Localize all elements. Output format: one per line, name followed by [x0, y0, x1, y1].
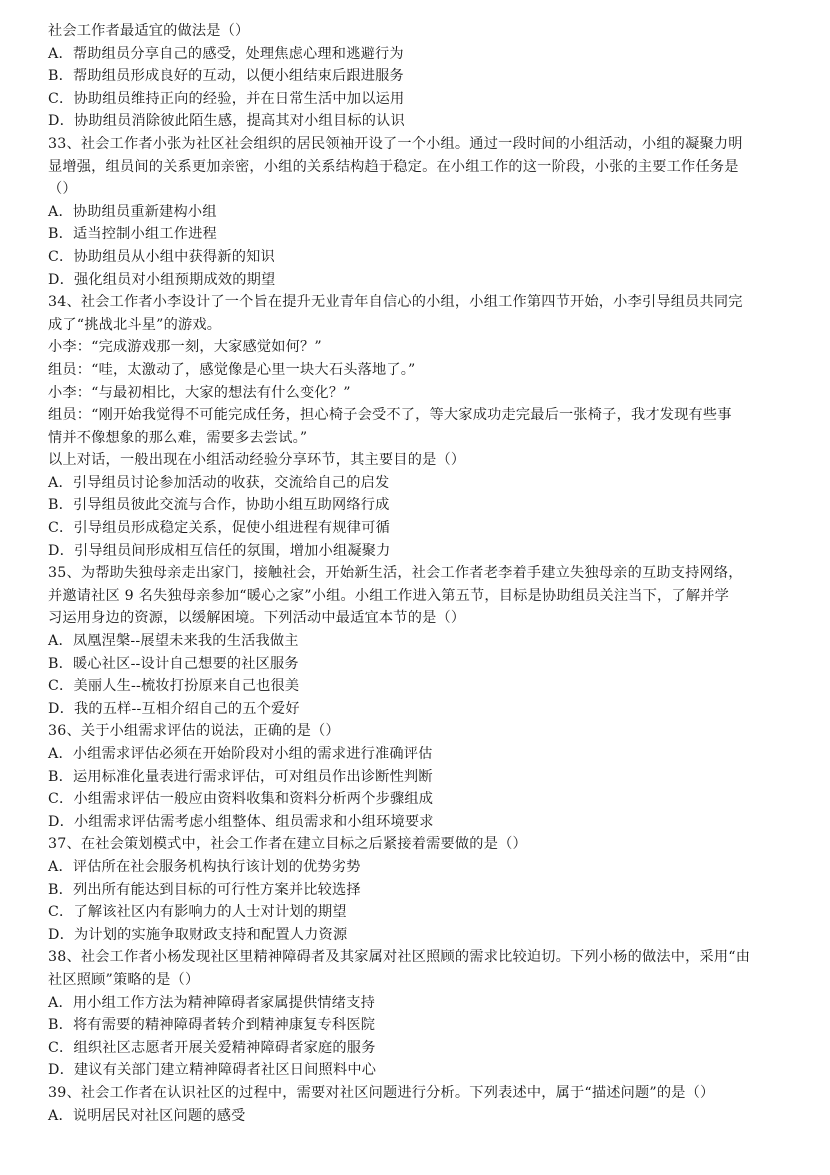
option-c: C．组织社区志愿者开展关爱精神障碍者家庭的服务 — [48, 1039, 376, 1056]
option-b: B．暖心社区--设计自己想要的社区服务 — [48, 655, 299, 672]
option-a: A．帮助组员分享自己的感受，处理焦虑心理和逃避行为 — [48, 45, 404, 62]
option-b: B．运用标准化量表进行需求评估，可对组员作出诊断性判断 — [48, 768, 433, 785]
question-37 — [48, 833, 788, 946]
option-d: D．建议有关部门建立精神障碍者社区日间照料中心 — [48, 1062, 377, 1079]
option-a: A．引导组员讨论参加活动的收获，交流给自己的启发 — [48, 474, 390, 491]
question-stem-line: 35、为帮助失独母亲走出家门，接触社会，开始新生活，社会工作者老李着手建立失独母亲的互助支持网络， — [48, 565, 743, 582]
option-a: A．评估所在社会服务机构执行该计划的优势劣势 — [48, 858, 361, 875]
option-b: B．将有需要的精神障碍者转介到精神康复专科医院 — [48, 1017, 376, 1034]
question-stem: 37、在社会策划模式中，社会工作者在建立目标之后紧接着需要做的是（） — [48, 836, 527, 853]
exam-page — [48, 20, 788, 1127]
question-stem-line: 成了“挑战北斗星”的游戏。 — [48, 316, 222, 333]
question-stem-line: （） — [48, 181, 77, 198]
option-c: C．协助组员维持正向的经验，并在日常生活中加以运用 — [48, 90, 405, 107]
option-d: D．我的五样--互相介绍自己的五个爱好 — [48, 700, 300, 717]
question-stem: 39、社会工作者在认识社区的过程中，需要对社区问题进行分析。下列表述中，属于“描述问题”的是（） — [48, 1084, 715, 1101]
option-b: B．列出所有能达到目标的可行性方案并比较选择 — [48, 881, 361, 898]
option-d: D．小组需求评估需考虑小组整体、组员需求和小组环境要求 — [48, 813, 434, 830]
option-b: B．帮助组员形成良好的互动，以便小组结束后跟进服务 — [48, 68, 404, 85]
option-d: D．强化组员对小组预期成效的期望 — [48, 271, 276, 288]
option-c: C．美丽人生--梳妆打扮原来自己也很美 — [48, 678, 300, 695]
option-b: B．引导组员彼此交流与合作，协助小组互助网络行成 — [48, 497, 390, 514]
question-prompt: 以上对话，一般出现在小组活动经验分享环节，其主要目的是（） — [48, 452, 466, 469]
option-a: A．凤凰涅槃--展望未来我的生活我做主 — [48, 633, 299, 650]
dialogue-line: 情并不像想象的那么难，需要多去尝试。” — [48, 429, 308, 446]
option-d: D．引导组员间形成相互信任的氛围，增加小组凝聚力 — [48, 542, 391, 559]
option-c: C．小组需求评估一般应由资料收集和资料分析两个步骤组成 — [48, 791, 434, 808]
question-39 — [48, 1082, 788, 1127]
option-a: A．小组需求评估必须在开始阶段对小组的需求进行准确评估 — [48, 746, 433, 762]
option-a: A．协助组员重新建构小组 — [48, 203, 217, 220]
option-d: D．协助组员消除彼此陌生感，提高其对小组目标的认识 — [48, 113, 405, 130]
question-34 — [48, 291, 788, 562]
option-d: D．为计划的实施争取财政支持和配置人力资源 — [48, 926, 348, 943]
question-stem: 36、关于小组需求评估的说法，正确的是（） — [48, 723, 340, 740]
question-stem: 社会工作者最适宜的做法是（） — [48, 23, 250, 39]
question-stem-line: 社区照顾”策略的是（） — [48, 971, 200, 988]
question-stem-line: 34、社会工作者小李设计了一个旨在提升无业青年自信心的小组，小组工作第四节开始，小李引导组员共同完 — [48, 294, 743, 311]
question-35 — [48, 562, 788, 720]
option-c: C．协助组员从小组中获得新的知识 — [48, 248, 275, 265]
question-stem-line: 并邀请社区 9 名失独母亲参加“暖心之家”小组。小组工作进入第五节，目标是协助组员关注当下，了解并学 — [48, 587, 729, 604]
dialogue-line: 组员：“哇，太激动了，感觉像是心里一块大石头落地了。” — [48, 361, 416, 378]
dialogue-line: 组员：“刚开始我觉得不可能完成任务，担心椅子会受不了，等大家成功走完最后一张椅子，我才发现有些事 — [48, 407, 732, 424]
question-stem-line: 38、社会工作者小杨发现社区里精神障碍者及其家属对社区照顾的需求比较迫切。下列小杨的做法中，采用“由 — [48, 949, 751, 966]
dialogue-line: 小李：“完成游戏那一刻，大家感觉如何？” — [48, 339, 322, 356]
question-36 — [48, 720, 788, 833]
question-38 — [48, 946, 788, 1082]
question-33 — [48, 133, 788, 291]
option-c: C．引导组员形成稳定关系，促使小组进程有规律可循 — [48, 520, 390, 537]
option-a: A．说明居民对社区问题的感受 — [48, 1107, 246, 1124]
dialogue-line: 小李：“与最初相比，大家的想法有什么变化？” — [48, 384, 351, 401]
option-c: C．了解该社区内有影响力的人士对计划的期望 — [48, 904, 347, 921]
question-32-tail — [48, 20, 788, 133]
option-a: A．用小组工作方法为精神障碍者家属提供情绪支持 — [48, 994, 375, 1011]
option-b: B．适当控制小组工作进程 — [48, 226, 217, 243]
question-stem-line: 显增强，组员间的关系更加亲密，小组的关系结构趋于稳定。在小组工作的这一阶段，小张的主要工作任务是 — [48, 158, 739, 175]
question-stem-line: 33、社会工作者小张为社区社会组织的居民领袖开设了一个小组。通过一段时间的小组活动，小组的凝聚力明 — [48, 135, 743, 152]
question-stem-line: 习运用身边的资源，以缓解困境。下列活动中最适宜本节的是（） — [48, 610, 466, 627]
